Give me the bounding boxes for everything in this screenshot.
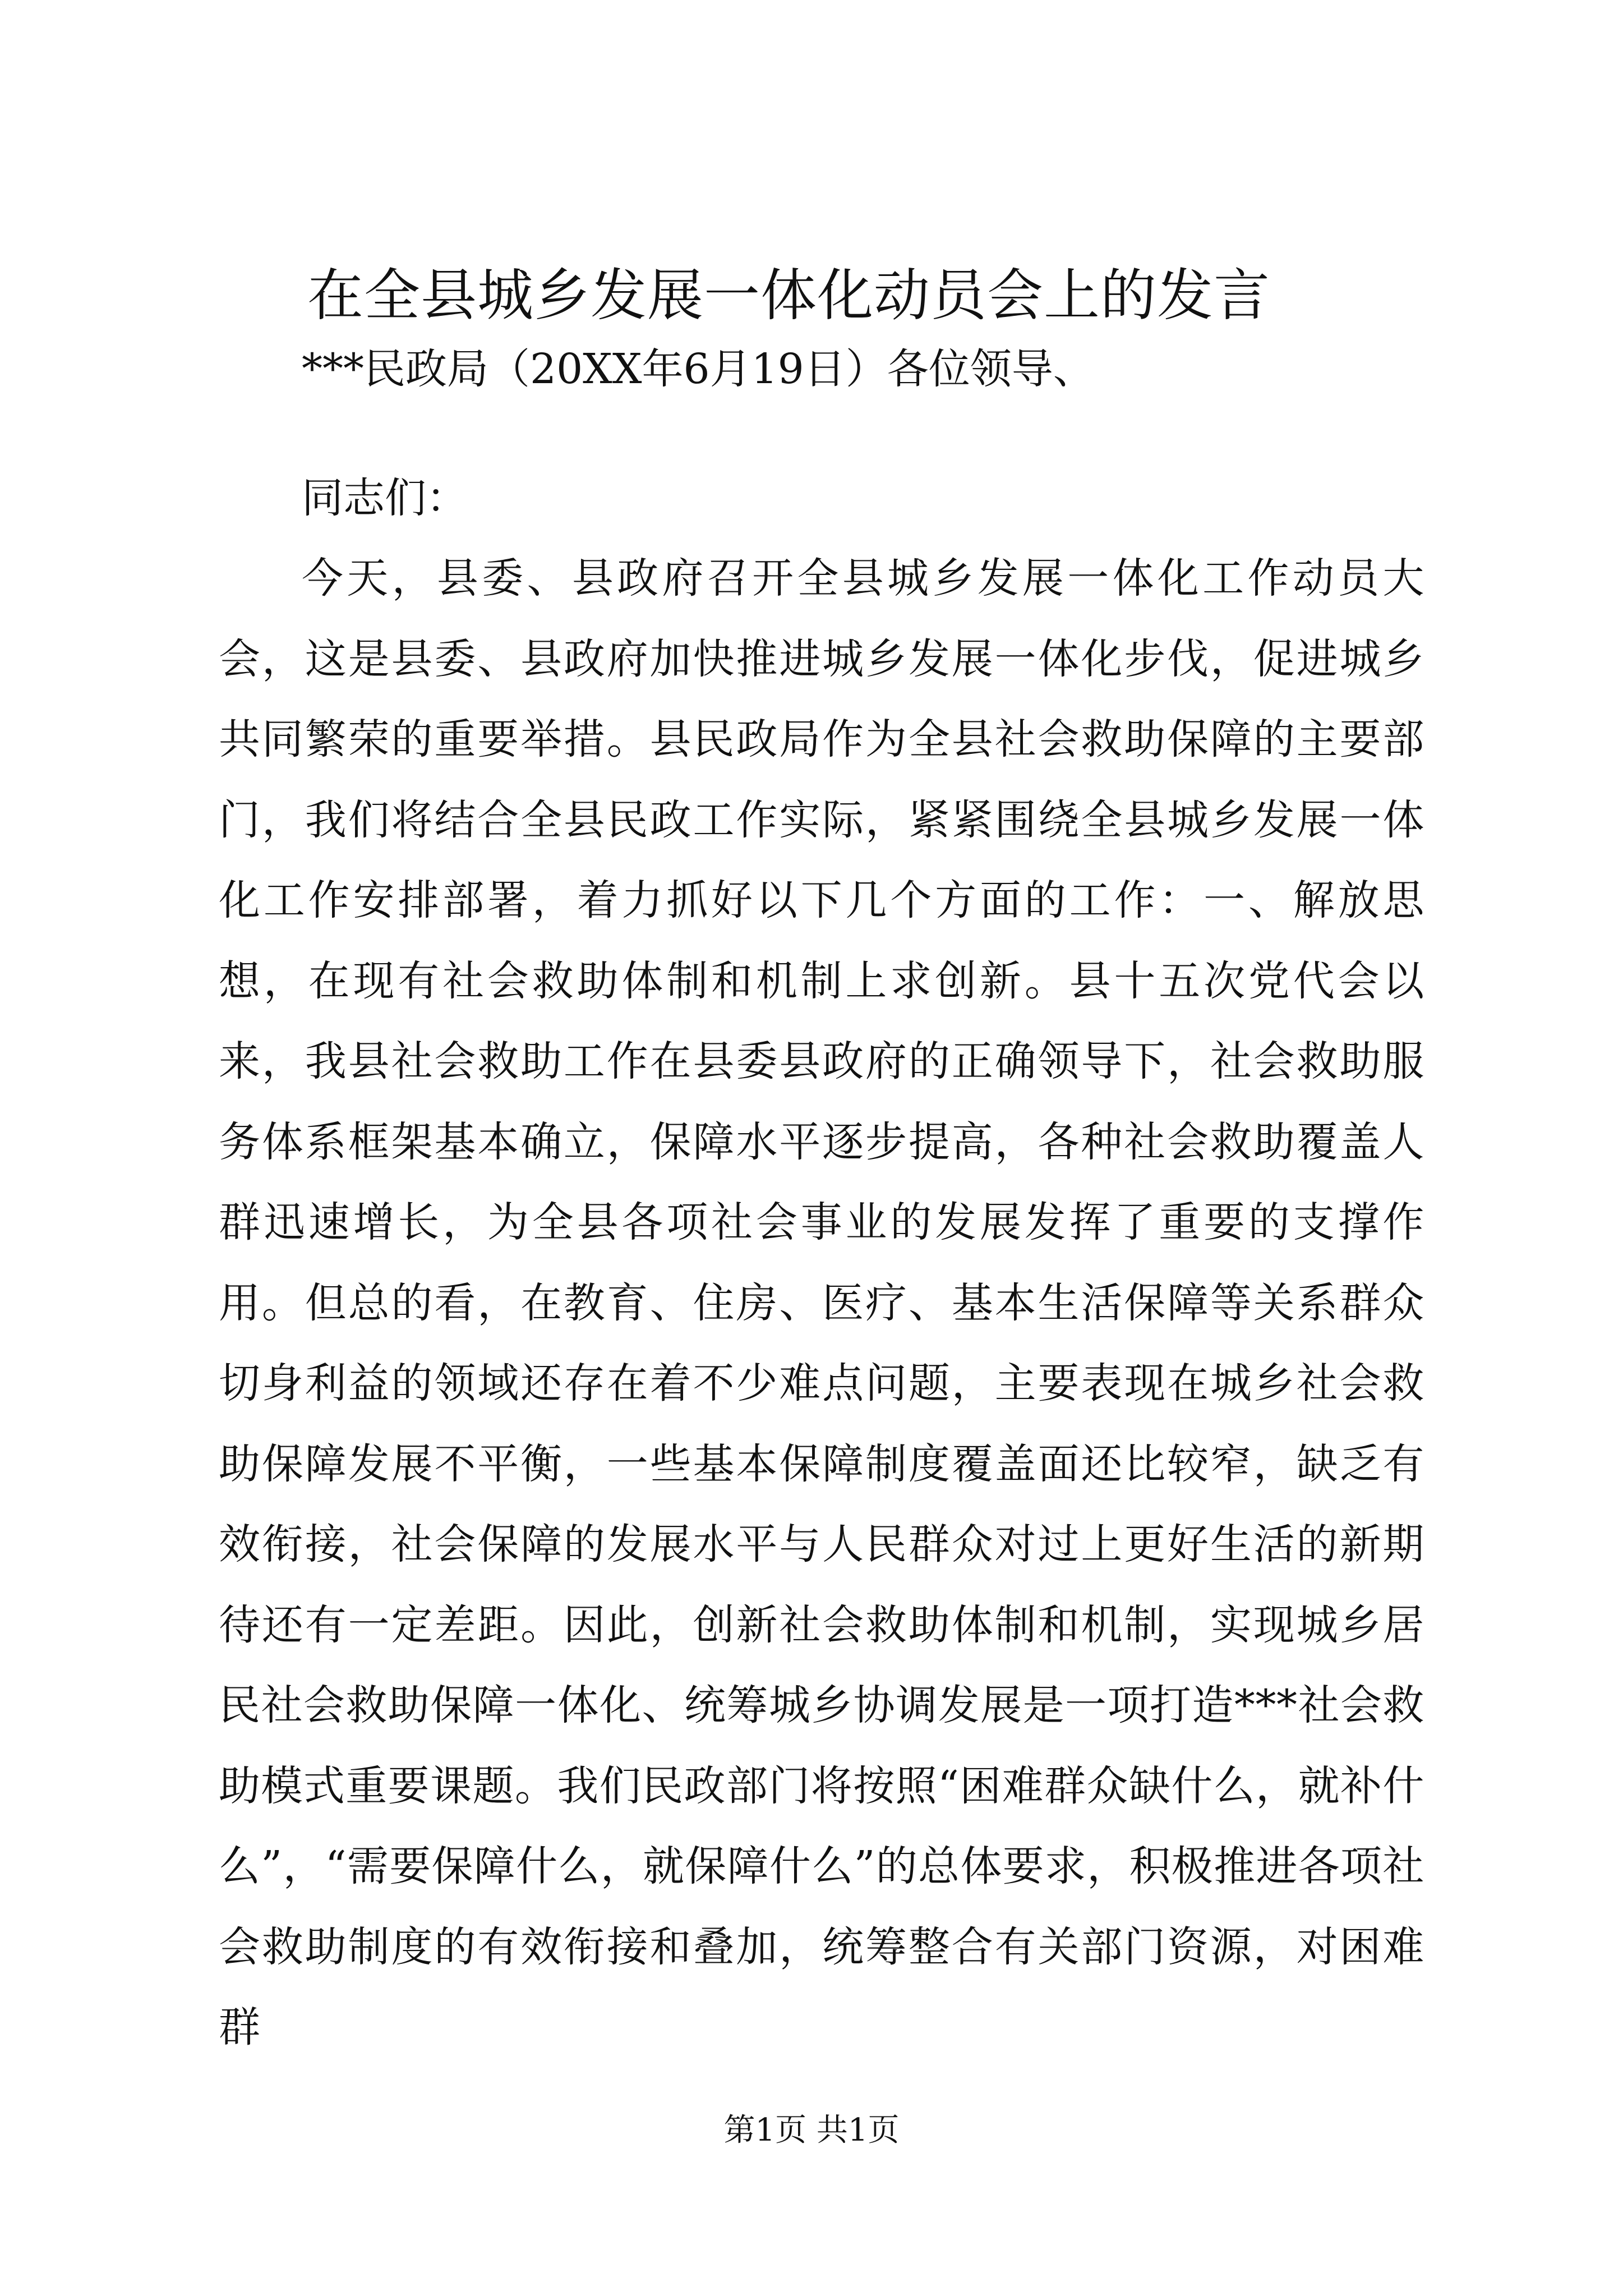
- page-footer: 第1页 共1页: [723, 2112, 900, 2148]
- document-title: 在全县城乡发展一体化动员会上的发言: [307, 263, 1270, 328]
- byline: ***民政局（20XX年6月19日）各位领导、: [302, 345, 1095, 393]
- salutation: 同志们：: [302, 474, 468, 522]
- body-paragraph: 今天，县委、县政府召开全县城乡发展一体化工作动员大会，这是县委、县政府加快推进城乡发展一体化步伐，促进城乡共同繁荣的重要举措。县民政局作为全县社会救助保障的主要部门，我们将结合全县民政工作实际，紧紧围绕全县城乡发展一体化工作安排部署，着力抓好以下几个方面的工作：一、解放思想，在现有社会救助体制和机制上求创新。县十五次党代会以来，我县社会救助工作在县委县政府的正确领导下，社会救助服务体系框架基本确立，保障水平逐步提高，各种社会救助覆盖人群迅速增长，为全县各项社会事业的发展发挥了重要的支撑作用。但总的看，在教育、住房、医疗、基本生活保障等关系群众切身利益的领域还存在着不少难点问题，主要表现在城乡社会救助保障发展不平衡，一些基本保障制度覆盖面还比较窄，缺乏有效衔接，社会保障的发展水平与人民群众对过上更好生活的新期待还有一定差距。因此，创新社会救助体制和机制，实现城乡居民社会救助保障一体化、统筹城乡协调发展是一项打造***社会救助模式重要课题。我们民政部门将按照“困难群众缺什么，就补什么”，“需要保障什么，就保障什么”的总体要求，积极推进各项社会救助制度的有效衔接和叠加，统筹整合有关部门资源，对困难群: [219, 554, 1424, 2051]
